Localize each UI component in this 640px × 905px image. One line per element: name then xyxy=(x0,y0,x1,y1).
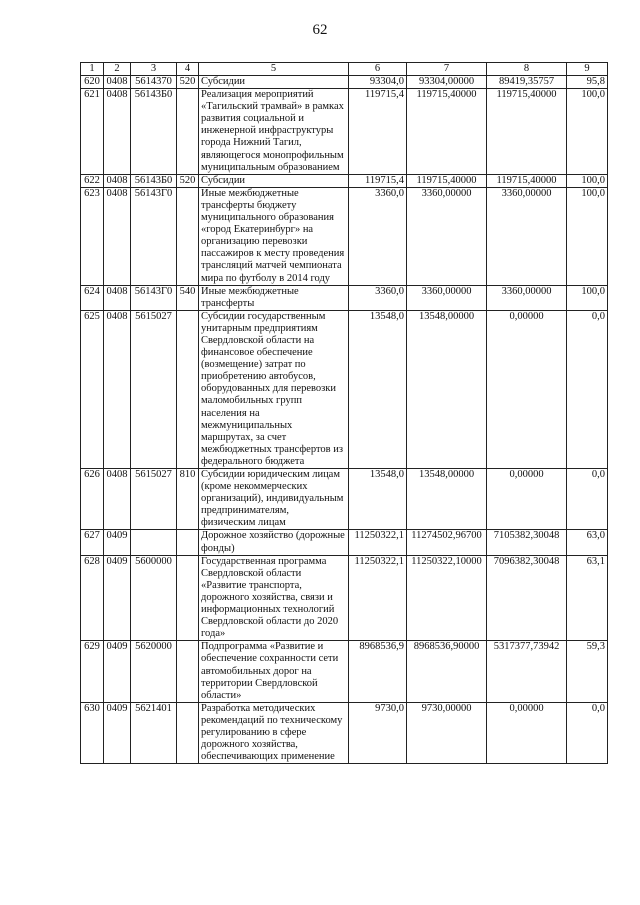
expense-type-code xyxy=(177,641,199,702)
table-row xyxy=(81,76,608,89)
column-header: 1 xyxy=(81,63,104,76)
item-name: Субсидии государственным унитарным предприятиям Свердловской области на финансовое обеспечение (возмещение) затрат по приобретению автобусов, оборудованных для перевозки маломобильных групп населения на межмуниципальных маршрутах, за счет межбюджетных трансфертов из федерального бюджета xyxy=(199,310,349,468)
target-code: 5615027 xyxy=(131,469,177,530)
table-row xyxy=(81,187,608,285)
section-code: 0408 xyxy=(104,285,131,310)
execution-percent: 63,1 xyxy=(567,555,608,641)
expense-type-code: 520 xyxy=(177,76,199,89)
planned-amount: 8968536,9 xyxy=(349,641,407,702)
column-header: 8 xyxy=(487,63,567,76)
expense-type-code: 540 xyxy=(177,285,199,310)
row-number: 623 xyxy=(81,187,104,285)
column-header: 7 xyxy=(407,63,487,76)
execution-percent: 0,0 xyxy=(567,702,608,763)
execution-percent: 100,0 xyxy=(567,89,608,175)
executed-amount: 0,00000 xyxy=(487,469,567,530)
target-code: 56143Г0 xyxy=(131,285,177,310)
section-code: 0408 xyxy=(104,174,131,187)
revised-amount: 119715,40000 xyxy=(407,174,487,187)
target-code: 5614370 xyxy=(131,76,177,89)
expense-type-code: 810 xyxy=(177,469,199,530)
column-header: 5 xyxy=(199,63,349,76)
revised-amount: 119715,40000 xyxy=(407,89,487,175)
table-row xyxy=(81,530,608,555)
column-header: 6 xyxy=(349,63,407,76)
item-name: Разработка методических рекомендаций по техническому регулированию в сфере дорожного хозяйства, обеспечивающих применение xyxy=(199,702,349,763)
planned-amount: 3360,0 xyxy=(349,187,407,285)
execution-percent: 63,0 xyxy=(567,530,608,555)
target-code: 5621401 xyxy=(131,702,177,763)
row-number: 621 xyxy=(81,89,104,175)
column-header-row xyxy=(81,63,608,76)
executed-amount: 119715,40000 xyxy=(487,89,567,175)
page-number: 62 xyxy=(312,22,328,38)
item-name: Дорожное хозяйство (дорожные фонды) xyxy=(199,530,349,555)
revised-amount: 13548,00000 xyxy=(407,469,487,530)
row-number: 629 xyxy=(81,641,104,702)
table-body xyxy=(81,76,608,764)
target-code: 5620000 xyxy=(131,641,177,702)
column-header: 3 xyxy=(131,63,177,76)
planned-amount: 11250322,1 xyxy=(349,555,407,641)
section-code: 0409 xyxy=(104,555,131,641)
row-number: 620 xyxy=(81,76,104,89)
row-number: 627 xyxy=(81,530,104,555)
executed-amount: 119715,40000 xyxy=(487,174,567,187)
item-name: Реализация мероприятий «Тагильский трамвай» в рамках развития социальной и инженерной инфраструктуры города Нижний Тагил, являющегося монопрофильным муниципальным образованием xyxy=(199,89,349,175)
column-header: 9 xyxy=(567,63,608,76)
planned-amount: 93304,0 xyxy=(349,76,407,89)
target-code: 56143Б0 xyxy=(131,174,177,187)
row-number: 626 xyxy=(81,469,104,530)
section-code: 0409 xyxy=(104,641,131,702)
executed-amount: 3360,00000 xyxy=(487,285,567,310)
target-code: 56143Б0 xyxy=(131,89,177,175)
row-number: 630 xyxy=(81,702,104,763)
execution-percent: 0,0 xyxy=(567,310,608,468)
row-number: 624 xyxy=(81,285,104,310)
execution-percent: 100,0 xyxy=(567,187,608,285)
revised-amount: 9730,00000 xyxy=(407,702,487,763)
execution-percent: 100,0 xyxy=(567,285,608,310)
section-code: 0408 xyxy=(104,89,131,175)
revised-amount: 3360,00000 xyxy=(407,187,487,285)
executed-amount: 0,00000 xyxy=(487,702,567,763)
planned-amount: 119715,4 xyxy=(349,89,407,175)
target-code: 5600000 xyxy=(131,555,177,641)
expense-type-code xyxy=(177,555,199,641)
item-name: Иные межбюджетные трансферты бюджету муниципального образования «город Екатеринбург» на организацию перевозки пассажиров к месту проведения трансляций матчей чемпионата мира по футболу в 2014 году xyxy=(199,187,349,285)
table-row xyxy=(81,174,608,187)
execution-percent: 95,8 xyxy=(567,76,608,89)
expense-type-code xyxy=(177,702,199,763)
revised-amount: 8968536,90000 xyxy=(407,641,487,702)
table-row xyxy=(81,89,608,175)
planned-amount: 13548,0 xyxy=(349,310,407,468)
planned-amount: 13548,0 xyxy=(349,469,407,530)
item-name: Субсидии xyxy=(199,174,349,187)
executed-amount: 7096382,30048 xyxy=(487,555,567,641)
target-code: 56143Г0 xyxy=(131,187,177,285)
planned-amount: 119715,4 xyxy=(349,174,407,187)
executed-amount: 3360,00000 xyxy=(487,187,567,285)
execution-percent: 0,0 xyxy=(567,469,608,530)
table-row xyxy=(81,469,608,530)
item-name: Субсидии юридическим лицам (кроме некоммерческих организаций), индивидуальным предпринимателям, физическим лицам xyxy=(199,469,349,530)
revised-amount: 13548,00000 xyxy=(407,310,487,468)
revised-amount: 3360,00000 xyxy=(407,285,487,310)
revised-amount: 11250322,10000 xyxy=(407,555,487,641)
table-row xyxy=(81,555,608,641)
table-row xyxy=(81,702,608,763)
expense-type-code xyxy=(177,187,199,285)
expense-type-code xyxy=(177,530,199,555)
column-header: 2 xyxy=(104,63,131,76)
budget-table xyxy=(80,62,608,764)
row-number: 622 xyxy=(81,174,104,187)
table-row xyxy=(81,641,608,702)
section-code: 0409 xyxy=(104,530,131,555)
column-header: 4 xyxy=(177,63,199,76)
item-name: Иные межбюджетные трансферты xyxy=(199,285,349,310)
revised-amount: 11274502,96700 xyxy=(407,530,487,555)
planned-amount: 9730,0 xyxy=(349,702,407,763)
planned-amount: 3360,0 xyxy=(349,285,407,310)
item-name: Субсидии xyxy=(199,76,349,89)
section-code: 0408 xyxy=(104,187,131,285)
row-number: 628 xyxy=(81,555,104,641)
target-code: 5615027 xyxy=(131,310,177,468)
executed-amount: 7105382,30048 xyxy=(487,530,567,555)
executed-amount: 5317377,73942 xyxy=(487,641,567,702)
item-name: Государственная программа Свердловской области «Развитие транспорта, дорожного хозяйства, связи и информационных технологий Свердловской области до 2020 года» xyxy=(199,555,349,641)
table-row xyxy=(81,310,608,468)
executed-amount: 0,00000 xyxy=(487,310,567,468)
execution-percent: 59,3 xyxy=(567,641,608,702)
row-number: 625 xyxy=(81,310,104,468)
execution-percent: 100,0 xyxy=(567,174,608,187)
section-code: 0408 xyxy=(104,310,131,468)
executed-amount: 89419,35757 xyxy=(487,76,567,89)
planned-amount: 11250322,1 xyxy=(349,530,407,555)
expense-type-code xyxy=(177,310,199,468)
revised-amount: 93304,00000 xyxy=(407,76,487,89)
section-code: 0408 xyxy=(104,76,131,89)
section-code: 0409 xyxy=(104,702,131,763)
expense-type-code: 520 xyxy=(177,174,199,187)
section-code: 0408 xyxy=(104,469,131,530)
item-name: Подпрограмма «Развитие и обеспечение сохранности сети автомобильных дорог на территории Свердловской области» xyxy=(199,641,349,702)
table-row xyxy=(81,285,608,310)
target-code xyxy=(131,530,177,555)
expense-type-code xyxy=(177,89,199,175)
